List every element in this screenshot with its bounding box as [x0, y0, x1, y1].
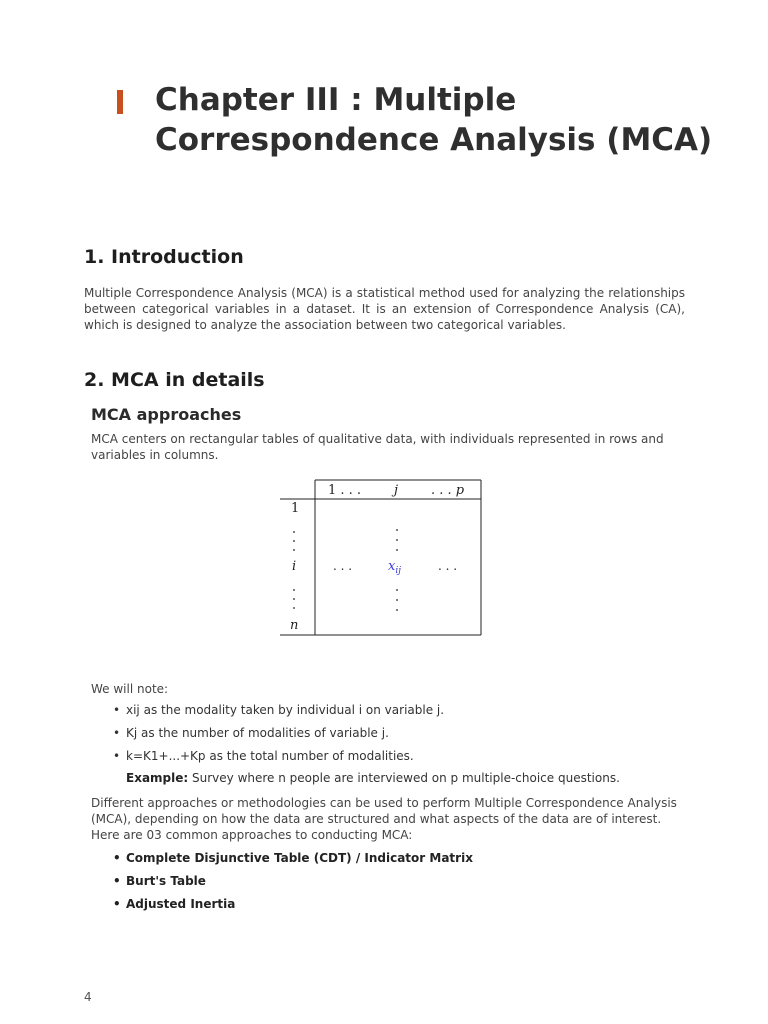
approaches-intro: Different approaches or methodologies can be used to perform Multiple Correspondence Analysis (MCA), depending on how the data are structured and what aspects of the data are of interest. Here are 03 common approaches to conducting MCA: — [91, 796, 677, 842]
row-label-n: n — [290, 618, 299, 633]
list-item — [91, 870, 473, 893]
column-ellipsis-lower — [396, 589, 398, 611]
row-label-i: i — [292, 559, 297, 574]
introduction-paragraph: Multiple Correspondence Analysis (MCA) is a statistical method used for analyzing the relationships between categorical variables in a dataset. It is an extension of Correspondence Analysis (CA), which is designed to analyze the association between two categorical variables. — [84, 286, 685, 332]
row-label-ellipsis-lower — [293, 589, 295, 609]
list-item — [91, 893, 473, 916]
bullet-icon: • — [113, 726, 121, 740]
subheading-mca-approaches: MCA approaches — [91, 405, 242, 424]
col-header-last: . . . p — [431, 483, 465, 498]
list-item — [91, 699, 444, 722]
example-line — [126, 771, 620, 785]
bullet-icon: • — [113, 749, 121, 763]
note-item-text: Kj as the number of modalities of variable j. — [126, 726, 389, 740]
bullet-icon: • — [113, 874, 121, 888]
note-item-text: xij as the modality taken by individual i on variable j. — [126, 703, 445, 717]
example-text: Survey where n people are interviewed on p multiple-choice questions. — [192, 771, 620, 785]
section-heading-introduction: 1. Introduction — [84, 246, 244, 268]
column-ellipsis-upper — [396, 529, 398, 551]
col-header-first: 1 . . . — [328, 483, 362, 498]
chapter-title: Chapter III : Multiple Correspondence Analysis (MCA) — [155, 82, 713, 158]
page-number: 4 — [84, 990, 92, 1004]
col-header-j: j — [394, 483, 399, 498]
section-heading-mca-details: 2. MCA in details — [84, 369, 265, 391]
bullet-icon: • — [113, 851, 121, 865]
note-intro: We will note: — [91, 682, 169, 696]
notes-list — [91, 699, 444, 768]
row-label-ellipsis-upper — [293, 531, 295, 551]
list-item — [91, 745, 444, 768]
cell-xij-base: x — [388, 559, 396, 574]
approach-item-text: Adjusted Inertia — [126, 897, 236, 911]
cell-left-ellipsis: . . . — [333, 559, 353, 573]
cell-xij — [388, 559, 401, 576]
data-table-figure — [270, 474, 490, 642]
bullet-icon: • — [113, 897, 121, 911]
bullet-icon: • — [113, 703, 121, 717]
mca-approaches-intro: MCA centers on rectangular tables of qualitative data, with individuals represented in rows and variables in columns. — [91, 432, 664, 462]
approach-item-text: Complete Disjunctive Table (CDT) / Indicator Matrix — [126, 851, 473, 865]
chapter-accent-bar — [117, 90, 123, 114]
approach-item-text: Burt's Table — [126, 874, 206, 888]
row-label-first: 1 — [291, 501, 300, 516]
list-item — [91, 722, 444, 745]
example-label: Example: — [126, 771, 189, 785]
approaches-list — [91, 847, 473, 916]
cell-right-ellipsis: . . . — [438, 559, 458, 573]
note-item-text: k=K1+...+Kp as the total number of modalities. — [126, 749, 414, 763]
list-item — [91, 847, 473, 870]
cell-xij-subscript: ij — [395, 566, 402, 576]
